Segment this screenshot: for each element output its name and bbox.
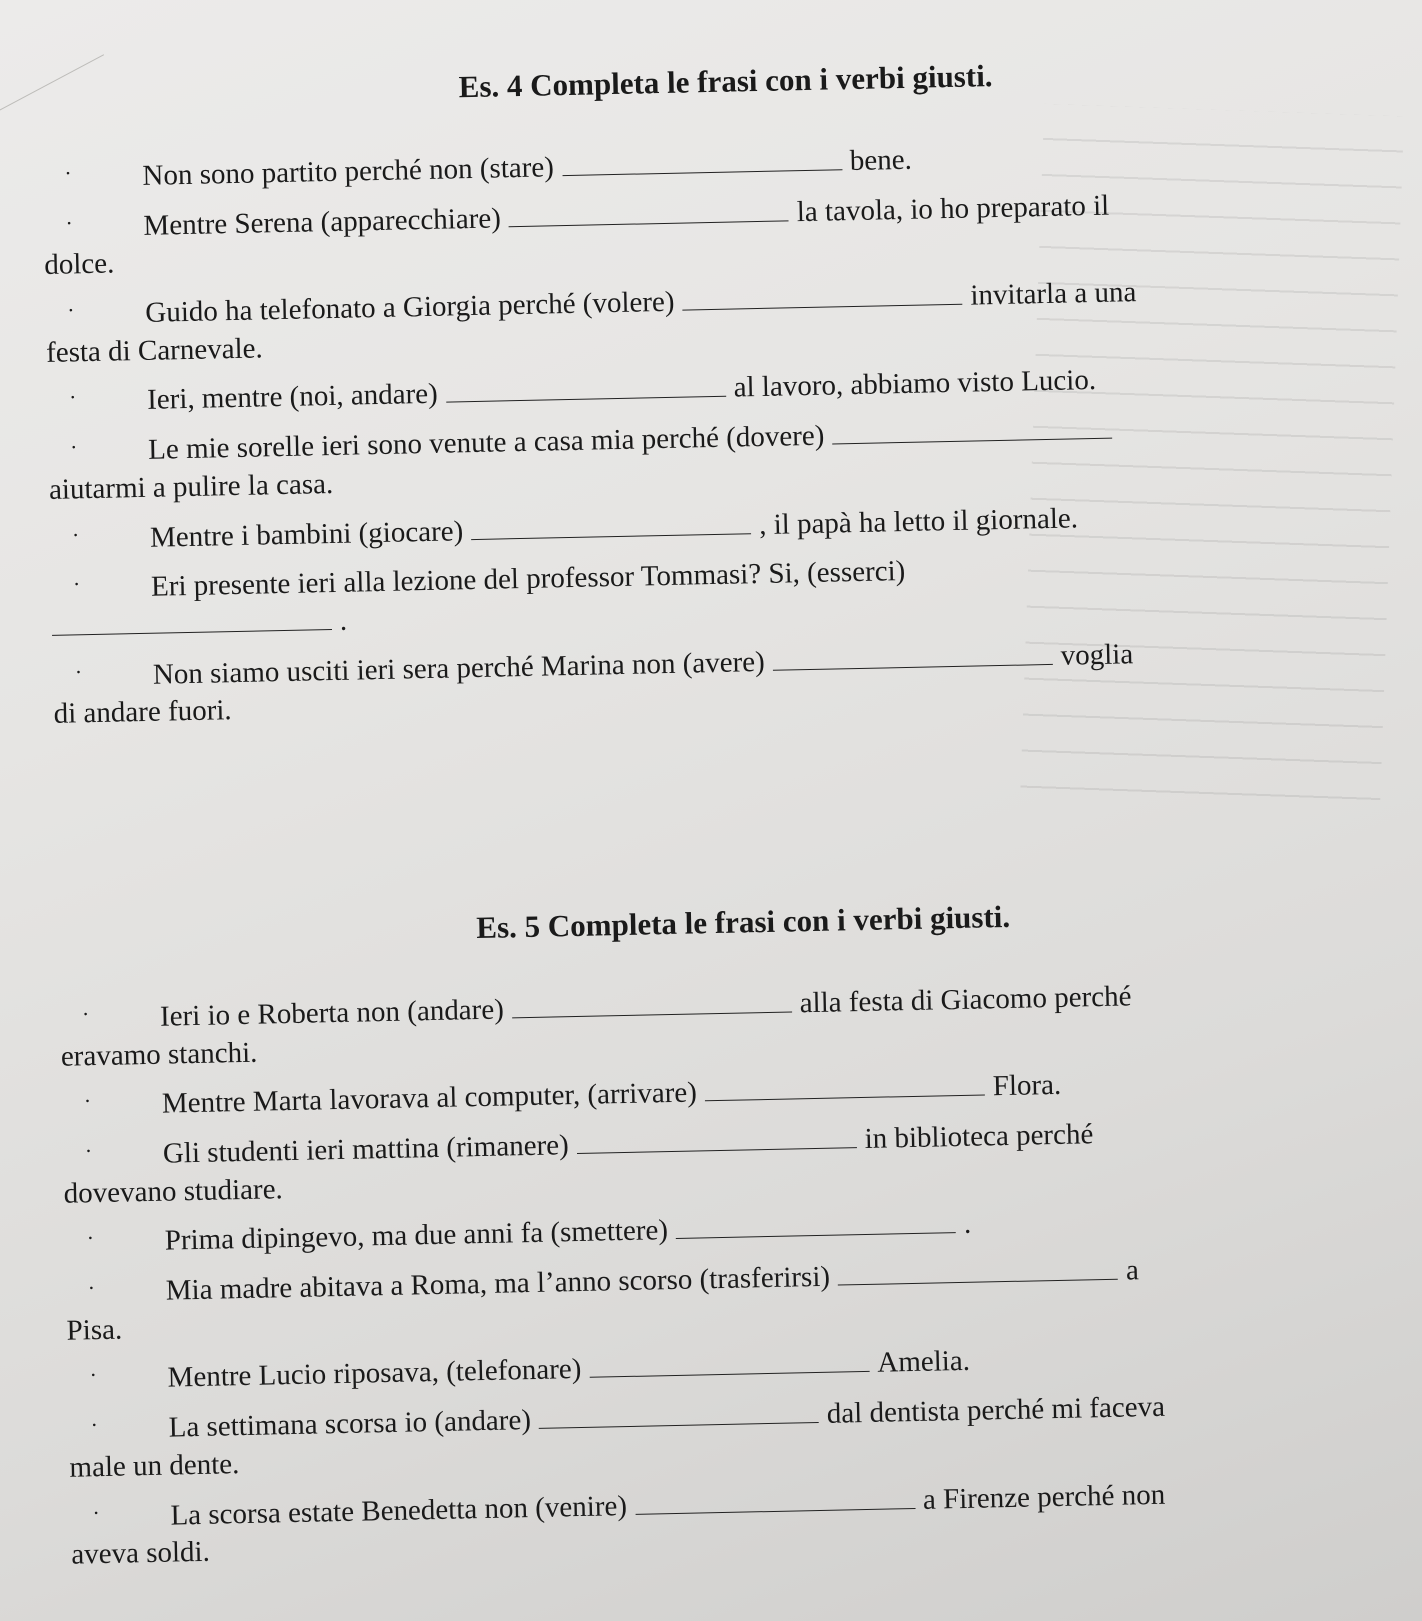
answer-blank[interactable] (772, 639, 1052, 670)
bullet: · (71, 521, 80, 547)
bullet: · (86, 1225, 95, 1251)
sentence-start: Non siamo usciti ieri sera perché Marina non (avere) (152, 645, 766, 691)
bullet: · (69, 434, 78, 460)
exercise-4-item (53, 631, 1384, 734)
sentence-start: Mentre Lucio riposava, (telefonare) (167, 1353, 582, 1395)
answer-blank[interactable] (682, 280, 962, 311)
sentence-end: . (339, 604, 348, 637)
bullet: · (64, 160, 72, 186)
sentence-end: , il papà ha letto il giornale. (758, 501, 1079, 541)
exercise-4-item (43, 182, 1374, 285)
sentence-continuation: aiutarmi a pulire la casa. (48, 467, 334, 506)
answer-blank[interactable] (838, 1255, 1118, 1286)
bullet: · (90, 1412, 99, 1438)
bullet: · (81, 1001, 90, 1027)
sentence-start: Guido ha telefonato a Giorgia perché (volere) (144, 285, 675, 329)
sentence-start: Le mie sorelle ieri sono venute a casa mia perché (dovere) (147, 419, 825, 466)
exercise-5-list (60, 973, 1402, 1575)
sentence-end: Amelia. (876, 1345, 971, 1380)
sentence-end: a Firenze perché non (922, 1478, 1166, 1516)
bullet: · (89, 1362, 98, 1388)
answer-blank[interactable] (589, 1347, 869, 1378)
exercise-5-item (70, 1471, 1401, 1574)
bullet: · (66, 297, 75, 323)
answer-blank[interactable] (832, 414, 1112, 445)
sentence-start: Ieri, mentre (noi, andare) (146, 378, 439, 417)
answer-blank[interactable] (52, 605, 332, 636)
bullet: · (74, 658, 83, 684)
sentence-continuation: di andare fuori. (53, 694, 232, 731)
exercise-5-item (65, 1247, 1396, 1350)
sentence-start: Gli studenti ieri mattina (rimanere) (162, 1129, 570, 1170)
bullet: · (92, 1499, 101, 1525)
sentence-end: bene. (849, 143, 913, 178)
sentence-end: al lavoro, abbiamo visto Lucio. (733, 364, 1097, 404)
sentence-end: alla festa di Giacomo perché (799, 980, 1132, 1020)
bullet: · (72, 571, 81, 597)
answer-blank[interactable] (539, 1398, 819, 1429)
sentence-continuation: dolce. (43, 247, 115, 282)
bullet: · (84, 1138, 93, 1164)
sentence-end: invitarla a una (970, 276, 1137, 312)
answer-blank[interactable] (676, 1208, 956, 1239)
exercise-4-item (45, 269, 1376, 372)
answer-blank[interactable] (704, 1071, 984, 1102)
sentence-continuation: dovevano studiare. (63, 1172, 284, 1210)
sentence-start: Mia madre abitava a Roma, ma l’anno scorso (trasferirsi) (165, 1260, 831, 1307)
sentence-start: Eri presente ieri alla lezione del professor Tommasi? Si, (esserci) (150, 555, 906, 603)
exercise-4-title: Es. 4 Completa le frasi con i verbi giusti. (458, 58, 993, 105)
sentence-end: a (1125, 1254, 1140, 1287)
bullet: · (83, 1088, 92, 1114)
bullet: · (68, 384, 77, 410)
bullet: · (65, 210, 74, 236)
sentence-continuation: festa di Carnevale. (45, 332, 264, 369)
sentence-end: la tavola, io ho preparato il (796, 189, 1110, 228)
sentence-end: voglia (1060, 637, 1134, 672)
answer-blank[interactable] (445, 372, 725, 403)
worksheet (40, 32, 1402, 1586)
sentence-start: Ieri io e Roberta non (andare) (159, 993, 505, 1033)
exercise-4-item (48, 406, 1379, 509)
answer-blank[interactable] (471, 509, 751, 540)
answer-blank[interactable] (562, 145, 842, 176)
exercise-5-item (68, 1384, 1399, 1487)
exercise-5-item (63, 1110, 1394, 1213)
sentence-continuation: aveva soldi. (70, 1535, 211, 1571)
sentence-end: Flora. (992, 1069, 1062, 1103)
sentence-end: . (963, 1208, 972, 1241)
sentence-continuation: male un dente. (69, 1447, 240, 1484)
exercise-5-title: Es. 5 Completa le frasi con i verbi giusti. (475, 898, 1011, 945)
sentence-start: La settimana scorsa io (andare) (168, 1404, 532, 1444)
sentence-start: La scorsa estate Benedetta non (venire) (170, 1489, 628, 1532)
answer-blank[interactable] (635, 1483, 915, 1514)
bullet: · (87, 1275, 96, 1301)
sentence-continuation: eravamo stanchi. (60, 1036, 258, 1073)
sentence-start: Prima dipingevo, ma due anni fa (smettere) (164, 1214, 669, 1258)
sentence-start: Mentre i bambini (giocare) (149, 514, 464, 554)
exercise-5-item (60, 973, 1391, 1076)
answer-blank[interactable] (509, 196, 789, 227)
exercise-4-list (42, 132, 1384, 734)
answer-blank[interactable] (511, 987, 791, 1018)
answer-blank[interactable] (576, 1123, 856, 1154)
sentence-start: Mentre Marta lavorava al computer, (arrivare) (161, 1076, 698, 1120)
sentence-end: dal dentista perché mi faceva (826, 1390, 1166, 1430)
sentence-end: in biblioteca perché (864, 1118, 1094, 1155)
sentence-start: Mentre Serena (apparecchiare) (143, 202, 502, 242)
sentence-start: Non sono partito perché non (stare) (142, 151, 555, 192)
sentence-continuation: Pisa. (66, 1313, 123, 1347)
exercise-4-item (51, 543, 1382, 646)
